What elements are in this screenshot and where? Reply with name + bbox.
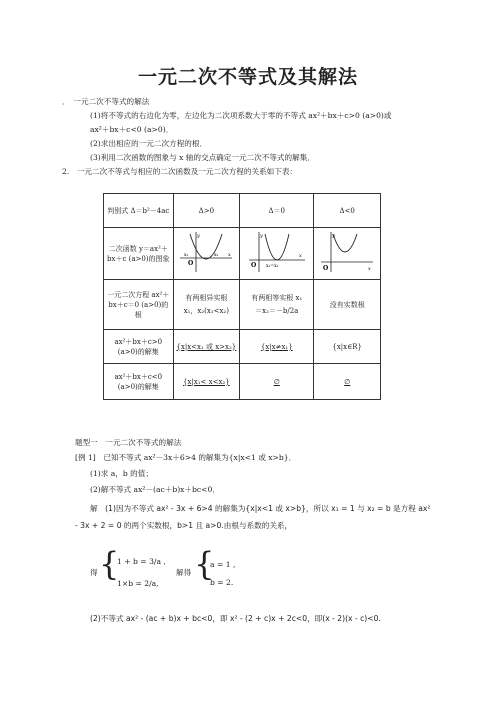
relation-table — [103, 193, 381, 400]
roots-double — [240, 280, 314, 330]
solution-part1-cont: - 3x + 2 = 0 的两个实数根，b>1 且 a>0.由根与系数的关系， — [75, 521, 293, 530]
graph1-origin: O — [188, 260, 194, 267]
graph2-x-label: x — [298, 253, 302, 259]
step3: (3)利用二次函数的图象与 x 轴的交点确定一元二次不等式的解集． — [90, 153, 315, 162]
section2-heading: 2. 一元二次不等式与相应的二次函数及一元二次方程的关系如下表： — [62, 167, 298, 176]
graph1-x1: x₁ — [184, 253, 189, 258]
solution-part1: 解 (1)因为不等式 ax² - 3x + 6>4 的解集为{x|x<1 或 x>b}，所以 x₁ = 1 与 x₂ = b 是方程 ax² — [90, 504, 431, 513]
lt-solution-no-root: ∅ — [314, 364, 381, 400]
step1-cont: ax²＋bx＋c<0 (a>0)． — [90, 125, 174, 134]
page-title: 一元二次不等式及其解法 — [137, 66, 358, 88]
row-gt-solution-label: ax²＋bx＋c>0 (a>0)的解集 — [104, 330, 174, 364]
de-label: 得 — [90, 568, 98, 577]
jiede-label: 解得 — [176, 568, 192, 577]
header-discriminant: 判别式 Δ＝b²－4ac — [104, 194, 174, 228]
graph3-y-label: y — [332, 233, 336, 239]
row-lt-solution-label: ax²＋bx＋c<0 (a>0)的解集 — [104, 364, 174, 400]
roots-double-line1: 有两相等实根 x₁ — [251, 294, 303, 302]
question-1: (1)求 a，b 的值； — [90, 469, 153, 478]
left-brace-2: { — [194, 545, 215, 583]
graph2-origin: O — [250, 262, 256, 269]
header-delta-positive: Δ>0 — [173, 194, 240, 228]
roots-two-distinct — [173, 280, 240, 330]
graph-two-roots — [173, 228, 240, 280]
parabola-double-root-graph — [247, 230, 307, 274]
example-statement: [例 1] 已知不等式 ax²－3x＋6>4 的解集为{x|x<1 或 x>b}． — [75, 453, 297, 462]
graph2-y-label: y — [259, 233, 263, 239]
step2: (2)求出相应的一元二次方程的根． — [90, 139, 208, 148]
graph3-x-label: x — [368, 266, 372, 272]
graph-double-root — [240, 228, 314, 280]
parabola-no-root-graph — [319, 230, 375, 274]
left-brace-1: { — [99, 545, 120, 583]
gt-solution-no-root: {x|x∈R} — [314, 330, 381, 364]
solution-part2: (2)不等式 ax² - (ac + b)x + bc<0，即 x² - (2 + c)x + 2c<0，即(x - 2)(x - c)<0. — [90, 614, 381, 623]
roots-double-line2: ＝x₂＝－b/2a — [255, 307, 299, 315]
gt-solution-double-root: {x|x≠x₁} — [240, 330, 314, 364]
row-roots-label: 一元二次方程 ax²＋bx＋c＝0 (a>0)的根 — [104, 280, 174, 330]
header-delta-zero: Δ＝0 — [240, 194, 314, 228]
graph2-x12: x₁=x₂ — [265, 264, 279, 269]
lt-solution-two-roots: {x|x₁< x<x₂} — [173, 364, 240, 400]
lt-solution-double-root: ∅ — [240, 364, 314, 400]
roots-two-distinct-line2: x₁，x₂(x₁<x₂) — [183, 307, 230, 315]
graph1-x-label: x — [228, 252, 232, 258]
graph3-origin: O — [323, 265, 329, 272]
gt-solution-two-roots: {x|x<x₁ 或 x>x₂} — [173, 330, 240, 364]
graph1-x2: x₂ — [214, 253, 219, 258]
graph-no-root — [314, 228, 381, 280]
equation-1: 1 + b = 3/a , — [117, 557, 166, 566]
graph1-y-label: y — [197, 233, 201, 239]
section1-heading: ． 一元二次不等式的解法 — [62, 97, 150, 106]
equation-2: 1×b = 2/a, — [117, 579, 159, 588]
equation-b: b = 2. — [210, 578, 234, 587]
equation-a: a = 1 , — [210, 560, 236, 569]
header-delta-negative: Δ<0 — [314, 194, 381, 228]
parabola-two-roots-graph — [178, 230, 234, 274]
roots-none: 没有实数根 — [314, 280, 381, 330]
roots-two-distinct-line1: 有两相异实根 — [185, 294, 228, 302]
topic-heading: 题型一 一元二次不等式的解法 — [75, 438, 182, 447]
row-graph-label: 二次函数 y＝ax²＋bx＋c (a>0)的图象 — [104, 228, 174, 280]
step1: (1)将不等式的右边化为零，左边化为二次项系数大于零的不等式 ax²＋bx＋c>0 (a>0)或 — [90, 111, 392, 120]
question-2: (2)解不等式 ax²－(ac＋b)x＋bc<0． — [90, 485, 220, 494]
